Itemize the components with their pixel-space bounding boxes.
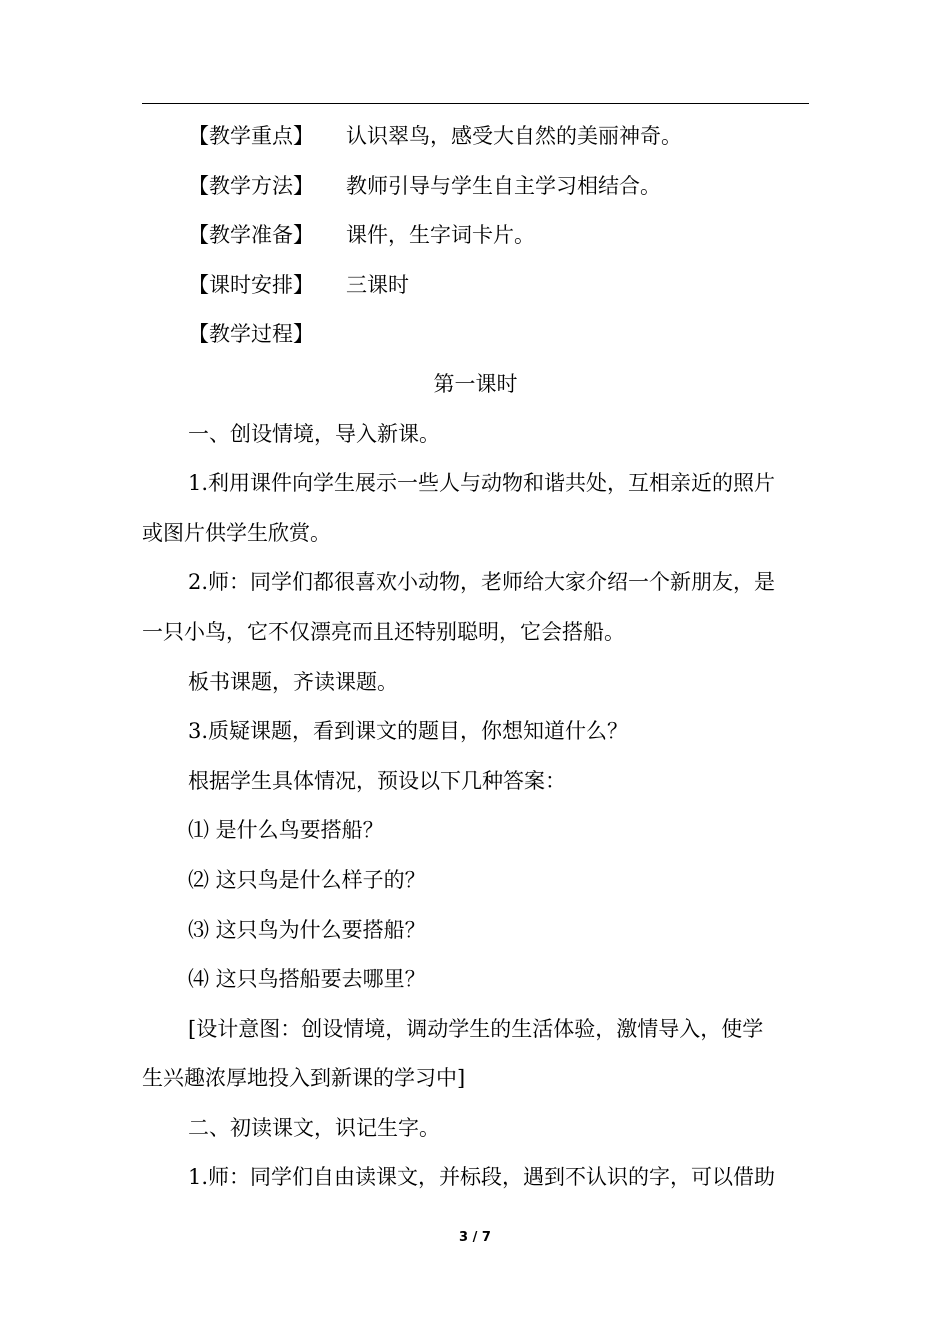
document-body — [142, 112, 809, 1203]
header-rule — [142, 103, 809, 104]
info-label: 【教学方法】 — [188, 173, 314, 198]
info-value: 认识翠鸟，感受大自然的美丽神奇。 — [346, 124, 682, 148]
info-label: 【教学准备】 — [188, 223, 314, 248]
paragraph-line: 2.师：同学们都很喜欢小动物，老师给大家介绍一个新朋友，是 — [188, 570, 776, 595]
section-heading: 一、创设情境，导入新课。 — [188, 421, 440, 446]
info-label: 【教学过程】 — [188, 322, 314, 347]
answer-item: ⑴ 是什么鸟要搭船？ — [188, 818, 384, 843]
info-row-preparation — [142, 211, 809, 261]
design-intent-line: 生兴趣浓厚地投入到新课的学习中] — [142, 1066, 466, 1091]
paragraph-line: 1.师：同学们自由读课文，并标段，遇到不认识的字，可以借助 — [188, 1165, 776, 1190]
paragraph-line: 或图片供学生欣赏。 — [142, 520, 331, 545]
answer-item: ⑶ 这只鸟为什么要搭船？ — [188, 917, 426, 942]
paragraph-line: 板书课题，齐读课题。 — [188, 669, 398, 694]
info-row-schedule — [142, 261, 809, 311]
paragraph-line: 一只小鸟，它不仅漂亮而且还特别聪明，它会搭船。 — [142, 619, 625, 644]
answer-item: ⑵ 这只鸟是什么样子的？ — [188, 867, 426, 892]
paragraph-line: 3.质疑课题，看到课文的题目，你想知道什么？ — [188, 719, 629, 744]
info-value: 三课时 — [346, 272, 409, 297]
paragraph-line: 1.利用课件向学生展示一些人与动物和谐共处，互相亲近的照片 — [188, 471, 776, 496]
info-value: 课件，生字词卡片。 — [346, 223, 535, 248]
answer-item: ⑷ 这只鸟搭船要去哪里？ — [188, 967, 426, 992]
info-row-focus — [142, 112, 809, 162]
design-intent-line: [设计意图：创设情境，调动学生的生活体验，激情导入，使学 — [188, 1016, 764, 1041]
info-label: 【教学重点】 — [188, 124, 314, 148]
lesson-title: 第一课时 — [433, 371, 518, 396]
info-label: 【课时安排】 — [188, 272, 314, 297]
info-row-method — [142, 162, 809, 212]
info-value: 教师引导与学生自主学习相结合。 — [346, 173, 661, 198]
paragraph-line: 根据学生具体情况，预设以下几种答案： — [188, 768, 566, 793]
page-number: 3 / 7 — [459, 1230, 491, 1245]
section-heading: 二、初读课文，识记生字。 — [188, 1115, 440, 1140]
info-row-process — [142, 310, 809, 360]
